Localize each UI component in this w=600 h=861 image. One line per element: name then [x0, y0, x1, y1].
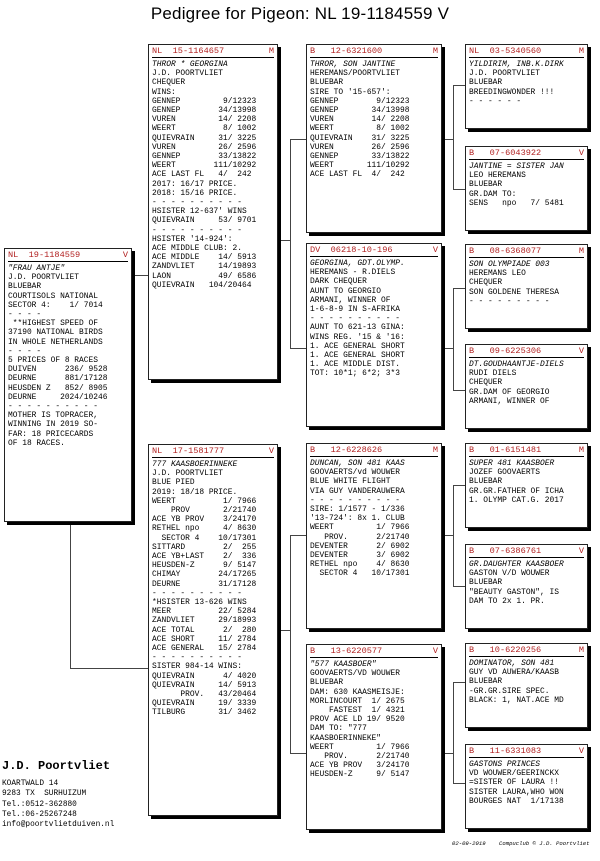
- sex-marker: M: [578, 46, 584, 56]
- pedigree-line: RETHEL npo 4/ 8630: [152, 524, 257, 534]
- ring-number: B 08-6368077: [469, 246, 542, 256]
- pedigree-line: *HSISTER 13-626 WINS: [152, 598, 247, 608]
- ring-header: [469, 546, 584, 558]
- sex-marker: V: [432, 245, 438, 255]
- ring-number: DV 06218-10-196: [310, 245, 393, 255]
- pedigree-line: GENNEP 9/12323: [152, 96, 257, 106]
- ring-number: B 12-6321600: [310, 46, 383, 56]
- pedigree-line: WEERT 111/10292: [152, 161, 257, 171]
- pedigree-line: GENNEP 33/13822: [310, 152, 410, 162]
- pedigree-line: VUREN 14/ 2208: [152, 115, 257, 125]
- pedigree-line: WEERT 111/10292: [310, 161, 410, 171]
- connector-line: [453, 682, 454, 783]
- pedigree-line: WEERT 1/ 7966: [310, 742, 410, 752]
- pedigree-line: SECTOR 4 10/17301: [310, 569, 410, 579]
- pedigree-line: -GR.GR.SIRE SPEC.: [469, 686, 550, 696]
- sire-dam-sire-card: [465, 244, 588, 329]
- pedigree-line: BLACK: 1, NAT.ACE MD: [469, 695, 564, 705]
- pedigree-line: - - - - - - - - - -: [152, 588, 242, 598]
- pedigree-line: '13-724': 8x 1. CLUB: [310, 514, 405, 524]
- pedigree-line: J.D. POORTVLIET: [152, 469, 224, 479]
- pedigree-line: J.D. POORTVLIET: [8, 273, 80, 283]
- pedigree-line: VUREN 14/ 2208: [310, 115, 410, 125]
- pedigree-line: BREEDINGWONDER !!!: [469, 87, 555, 97]
- ring-number: B 12-6228626: [310, 445, 383, 455]
- sire-dam-card: [306, 243, 442, 427]
- pedigree-line: BLUEBAR: [469, 78, 503, 88]
- ring-header: [310, 445, 438, 457]
- pedigree-line: 2018: 15/16 PRICE.: [152, 188, 238, 198]
- pedigree-line: HEREMANS - R.DIELS: [310, 268, 396, 278]
- pedigree-line: QUIEVRAIN 14/ 5913: [152, 680, 257, 690]
- pigeon-name: GEORGINA, GDT.OLYMP.: [310, 259, 405, 268]
- pedigree-line: WEERT 1/ 7966: [310, 523, 410, 533]
- pedigree-line: BLUEBAR: [310, 678, 344, 688]
- pedigree-line: MOTHER IS TOPRACER,: [8, 411, 98, 421]
- pedigree-line: PROV. 2/21740: [310, 752, 410, 762]
- sex-marker: M: [432, 445, 438, 455]
- pedigree-line: KAASBOERINNEKE": [310, 733, 382, 743]
- pigeon-name: JANTINE = SISTER JAN: [469, 162, 564, 171]
- pedigree-line: BOURGES NAT 1/17138: [469, 796, 564, 806]
- pedigree-line: FAR: 18 PRICECARDS: [8, 429, 94, 439]
- pedigree-line: GR.DAM OF GEORGIO: [469, 387, 550, 397]
- pedigree-line: AUNT TO 621-13 GINA:: [310, 323, 405, 333]
- pedigree-line: GUY VD AUWERA/KAASB: [469, 668, 559, 678]
- pedigree-line: BLUEBAR: [469, 477, 503, 487]
- pedigree-line: ACE GENERAL 15/ 2784: [152, 644, 257, 654]
- pedigree-line: 2017: 16/17 PRICE.: [152, 179, 238, 189]
- sex-marker: V: [578, 546, 584, 556]
- pedigree-line: QUIEVRAIN 31/ 3225: [152, 133, 257, 143]
- pedigree-line: RETHEL npo 4/ 8630: [310, 560, 410, 570]
- sex-marker: V: [432, 646, 438, 656]
- pedigree-line: SECTOR 4 10/17301: [152, 533, 257, 543]
- pigeon-name: GASTONS PRINCES: [469, 760, 541, 769]
- pigeon-name: GR.DAUGHTER KAASBOER: [469, 560, 564, 569]
- pedigree-line: TOT: 10*1; 6*2; 3*3: [310, 369, 400, 379]
- pigeon-name: DOMINATOR, SON 481: [469, 659, 555, 668]
- pedigree-line: PROV 2/21740: [152, 506, 257, 516]
- pedigree-line: MORLINCOURT 1/ 2675: [310, 696, 405, 706]
- pedigree-line: VUREN 26/ 2596: [310, 142, 410, 152]
- pedigree-line: - - - - - - - - - -: [152, 225, 242, 235]
- pedigree-line: CHIMAY 24/17265: [152, 570, 257, 580]
- owner-mobile: Tel.:06-25267248: [2, 810, 77, 819]
- dam-dam-dam-card: [465, 744, 588, 829]
- pedigree-line: PROV ACE LD 19/ 9520: [310, 715, 405, 725]
- pedigree-line: HEUSDEN Z 852/ 8905: [8, 383, 108, 393]
- dam-sire-card: [306, 443, 442, 629]
- ring-header: [310, 245, 438, 257]
- ring-number: NL 19-1184559: [8, 250, 81, 260]
- pedigree-line: ACE MIDDLE CLUB: 2.: [152, 244, 242, 254]
- pedigree-line: HEREMANS LEO: [469, 269, 526, 279]
- pigeon-name: SUPER 481 KAASBOER: [469, 459, 555, 468]
- sex-marker: V: [578, 148, 584, 158]
- sex-marker: M: [578, 246, 584, 256]
- ring-number: B 11-6331083: [469, 746, 542, 756]
- ring-header: [469, 148, 584, 160]
- pedigree-line: GASTON V/D WOUWER: [469, 569, 550, 579]
- pedigree-line: 37190 NATIONAL BIRDS: [8, 328, 103, 338]
- page-title: Pedigree for Pigeon: NL 19-1184559 V: [150, 4, 450, 23]
- pedigree-line: TILBURG 31/ 3462: [152, 708, 257, 718]
- sire-sire-dam-card: [465, 146, 588, 231]
- dam-sire-sire-card: [465, 443, 588, 528]
- pedigree-line: GOOVAERTS/VD WOUWER: [310, 669, 400, 679]
- pedigree-line: SIRE TO '15-657':: [310, 87, 391, 97]
- connector-line: [290, 535, 307, 536]
- pedigree-line: 2019: 18/18 PRICE.: [152, 487, 238, 497]
- ring-number: NL 03-5340560: [469, 46, 542, 56]
- dam-card: [148, 444, 278, 816]
- ring-number: B 10-6220256: [469, 645, 542, 655]
- pedigree-line: FASTEST 1/ 4321: [310, 706, 405, 716]
- sire-card: [148, 44, 278, 380]
- sire-dam-dam-card: [465, 344, 588, 429]
- connector-line: [290, 348, 307, 349]
- connector-line: [290, 753, 307, 754]
- sex-marker: V: [578, 346, 584, 356]
- sire-sire-sire-card: [465, 44, 588, 129]
- connector-line: [70, 668, 150, 669]
- pedigree-line: - - - - - -: [469, 96, 522, 106]
- pedigree-line: LEO HEREMANS: [469, 171, 526, 181]
- pedigree-line: WEERT 1/ 7966: [152, 496, 257, 506]
- pedigree-line: ACE YB+LAST 2/ 336: [152, 552, 257, 562]
- connector-line: [442, 348, 453, 349]
- pedigree-line: - - - - - - - - -: [469, 296, 550, 306]
- pedigree-line: =SISTER OF LAURA !!: [469, 778, 559, 788]
- ring-header: [469, 645, 584, 657]
- ring-header: [152, 446, 274, 458]
- pedigree-line: HEUSDEN-Z 9/ 5147: [152, 561, 257, 571]
- pedigree-line: CHEQUER: [152, 78, 186, 88]
- pedigree-line: WINS:: [152, 87, 176, 97]
- ring-number: B 09-6225306: [469, 346, 542, 356]
- ring-header: [469, 46, 584, 58]
- pedigree-line: 1. OLYMP CAT.G. 2017: [469, 495, 564, 505]
- pedigree-line: JOZEF GOOVAERTS: [469, 468, 541, 478]
- pedigree-line: DAM TO: "777: [310, 724, 367, 734]
- pedigree-line: - - - - - - - - - -: [310, 314, 400, 324]
- pedigree-line: BLUEBAR: [469, 677, 503, 687]
- connector-line: [290, 139, 291, 348]
- ring-number: B 07-6386761: [469, 546, 542, 556]
- ring-header: [469, 346, 584, 358]
- pedigree-line: DEVENTER 3/ 6902: [310, 551, 410, 561]
- pedigree-line: HEREMANS/POORTVLIET: [310, 69, 400, 79]
- pedigree-line: GENNEP 34/13998: [152, 106, 257, 116]
- pigeon-name: "577 KAASBOER": [310, 660, 377, 669]
- pedigree-line: J.D. POORTVLIET: [469, 69, 541, 79]
- connector-line: [453, 485, 454, 586]
- ring-header: [469, 246, 584, 258]
- pedigree-line: QUIEVRAIN 104/20464: [152, 280, 252, 290]
- pedigree-line: QUIEVRAIN 53/ 9701: [152, 216, 257, 226]
- ring-number: B 01-6151481: [469, 445, 542, 455]
- ring-header: [469, 746, 584, 758]
- ring-number: B 07-6043922: [469, 148, 542, 158]
- connector-line: [453, 85, 454, 189]
- pedigree-line: - - - - - - - - - -: [152, 653, 242, 663]
- pedigree-line: GR.DAM TO:: [469, 189, 517, 199]
- dam-dam-card: [306, 644, 442, 830]
- pedigree-line: 1. ACE GENERAL SHORT: [310, 341, 405, 351]
- pedigree-line: HSISTER 12-637' WINS: [152, 207, 247, 217]
- pedigree-line: QUIEVRAIN 19/ 3339: [152, 699, 257, 709]
- pedigree-line: SIRE: 1/1577 - 1/336: [310, 505, 405, 515]
- connector-line: [453, 288, 454, 390]
- pedigree-line: SON GOLDENE THERESA: [469, 287, 559, 297]
- pedigree-line: WEERT 8/ 1002: [310, 124, 410, 134]
- pedigree-line: DEVENTER 2/ 6902: [310, 541, 410, 551]
- pedigree-line: LAON 49/ 6586: [152, 271, 257, 281]
- dam-sire-dam-card: [465, 544, 588, 629]
- pedigree-line: HSISTER '14-924':: [152, 234, 233, 244]
- pedigree-line: COURTISOLS NATIONAL: [8, 291, 98, 301]
- pedigree-line: BLUEBAR: [310, 78, 344, 88]
- sex-marker: V: [122, 250, 128, 260]
- footer-credit: 02-09-2019 Compuclub © J.D. Poortvliet: [452, 840, 590, 847]
- pedigree-line: ACE YB PROV 3/24170: [152, 515, 257, 525]
- pedigree-line: CHEQUER: [469, 278, 503, 288]
- pedigree-line: GENNEP 33/13822: [152, 152, 257, 162]
- pedigree-line: VUREN 26/ 2596: [152, 142, 257, 152]
- pedigree-line: J.D. POORTVLIET: [152, 69, 224, 79]
- ring-number: B 13-6220577: [310, 646, 383, 656]
- sire-sire-card: [306, 44, 442, 233]
- pedigree-line: - - - - - - - - - -: [310, 495, 400, 505]
- pedigree-line: 1. ACE MIDDLE DIST.: [310, 360, 400, 370]
- pedigree-line: 1. ACE GENERAL SHORT: [310, 351, 405, 361]
- pedigree-line: GR.GR.FATHER OF ICHA: [469, 486, 564, 496]
- pedigree-line: RUDI DIELS: [469, 369, 517, 379]
- owner-address: KOARTWALD 14: [2, 780, 59, 788]
- pedigree-line: ZANDVLIET 14/19893: [152, 262, 257, 272]
- pedigree-line: ZANDVLIET 29/18993: [152, 616, 257, 626]
- pedigree-line: DAM TO 2x 1. PR.: [469, 596, 545, 606]
- sex-marker: V: [578, 746, 584, 756]
- pedigree-line: OF 18 RACES.: [8, 438, 65, 448]
- ring-header: [8, 250, 128, 262]
- pedigree-line: DEURNE 2024/10246: [8, 392, 108, 402]
- ring-header: [310, 46, 438, 58]
- pedigree-line: 1-6-8-9 IN S-AFRIKA: [310, 305, 400, 315]
- pedigree-line: - - - -: [8, 310, 42, 320]
- pigeon-name: 777 KAASBOERINNEKE: [152, 460, 238, 469]
- pedigree-line: SISTER LAURA,WHO WON: [469, 787, 564, 797]
- pedigree-line: GENNEP 34/13998: [310, 106, 410, 116]
- subject-card: [4, 248, 132, 522]
- pedigree-line: WEERT 8/ 1002: [152, 124, 257, 134]
- pedigree-line: SENS npo 7/ 5481: [469, 198, 564, 208]
- owner-block: [2, 759, 114, 830]
- sex-marker: M: [432, 46, 438, 56]
- ring-header: [152, 46, 274, 58]
- owner-postcode: 9283 TX SURHUIZUM: [2, 790, 87, 799]
- connector-line: [278, 240, 290, 241]
- pedigree-line: CHEQUER: [469, 378, 503, 388]
- dam-dam-sire-card: [465, 643, 588, 728]
- pedigree-line: PROV. 43/20464: [152, 690, 257, 700]
- ring-header: [310, 646, 438, 658]
- pedigree-line: GOOVAERTS/vd WOUWER: [310, 468, 400, 478]
- sex-marker: M: [268, 46, 274, 56]
- connector-line: [290, 535, 291, 753]
- pedigree-line: BLUEBAR: [469, 180, 503, 190]
- pedigree-line: ACE MIDDLE 14/ 5913: [152, 253, 257, 263]
- connector-line: [278, 630, 290, 631]
- pigeon-name: DUNCAN, SON 481 KAAS: [310, 459, 405, 468]
- pedigree-line: **HIGHEST SPEED OF: [8, 319, 98, 329]
- ring-number: NL 15-1164657: [152, 46, 225, 56]
- owner-name: J.D. Poortvliet: [2, 759, 111, 773]
- pedigree-line: SISTER 984-14 WINS:: [152, 662, 242, 672]
- pedigree-line: - - - -: [8, 346, 42, 356]
- pedigree-line: DEURNE 31/17128: [152, 579, 257, 589]
- pigeon-name: THROR, SON JANTINE: [310, 60, 396, 69]
- pedigree-line: ACE TOTAL 2/ 280: [152, 625, 257, 635]
- pedigree-line: VD WOUWER/GEERINCKX: [469, 769, 559, 779]
- pedigree-line: QUIEVRAIN 4/ 4020: [152, 671, 257, 681]
- pedigree-line: PROV. 2/21740: [310, 532, 410, 542]
- pedigree-line: - - - - - - - - - -: [8, 402, 98, 412]
- pedigree-line: SECTOR 4: 1/ 7014: [8, 300, 103, 310]
- pedigree-line: BLUE PIED: [152, 478, 195, 488]
- connector-line: [442, 753, 453, 754]
- connector-line: [290, 139, 307, 140]
- pedigree-line: ACE YB PROV 3/24170: [310, 761, 410, 771]
- ring-number: NL 17-1581777: [152, 446, 225, 456]
- pigeon-name: DT.GOUDHAANTJE-DIELS: [469, 360, 564, 369]
- pedigree-line: BLUE WHITE FLIGHT: [310, 477, 391, 487]
- pedigree-line: WINS REG. '15 & '16:: [310, 332, 405, 342]
- pedigree-line: DEURNE 881/17128: [8, 374, 108, 384]
- pigeon-name: YILDIRIM, INB.K.DIRK: [469, 60, 564, 69]
- pedigree-line: - - - - - - - - - -: [152, 198, 242, 208]
- pedigree-line: HEUSDEN-Z 9/ 5147: [310, 770, 410, 780]
- pedigree-line: ARMANI, WINNER OF: [310, 295, 391, 305]
- pedigree-line: WINNING IN 2019 SO-: [8, 420, 98, 430]
- pedigree-line: BLUEBAR: [469, 578, 503, 588]
- pigeon-name: THROR * GEORGINA: [152, 60, 228, 69]
- pedigree-line: IN WHOLE NETHERLANDS: [8, 337, 103, 347]
- pedigree-line: QUIEVRAIN 31/ 3225: [310, 133, 410, 143]
- pedigree-line: AUNT TO GEORGIO: [310, 286, 382, 296]
- connector-line: [442, 535, 453, 536]
- pedigree-line: DUIVEN 236/ 9528: [8, 365, 108, 375]
- pedigree-line: DARK CHEQUER: [310, 277, 367, 287]
- owner-phone: Tel.:0512-362880: [2, 800, 77, 809]
- pedigree-line: ACE SHORT 11/ 2784: [152, 634, 257, 644]
- pedigree-line: MEER 22/ 5284: [152, 607, 257, 617]
- sex-marker: M: [578, 445, 584, 455]
- pedigree-line: BLUEBAR: [8, 282, 42, 292]
- pedigree-line: 5 PRICES OF 8 RACES: [8, 356, 98, 366]
- connector-line: [442, 139, 453, 140]
- pedigree-line: ACE LAST FL 4/ 242: [152, 170, 252, 180]
- pedigree-line: SITTARD 2/ 255: [152, 542, 257, 552]
- pigeon-name: "FRAU ANTJE": [8, 264, 65, 273]
- pedigree-line: ARMANI, WINNER OF: [469, 396, 550, 406]
- pedigree-line: "BEAUTY GASTON", IS: [469, 587, 559, 597]
- ring-header: [469, 445, 584, 457]
- owner-email[interactable]: info@poortvlietduiven.nl: [2, 821, 115, 830]
- pedigree-line: ACE LAST FL 4/ 242: [310, 170, 405, 180]
- pedigree-line: GENNEP 9/12323: [310, 96, 410, 106]
- pedigree-line: DAM: 630 KAASMEISJE:: [310, 687, 405, 697]
- sex-marker: M: [578, 645, 584, 655]
- pedigree-line: VIA GUY VANDERAUWERA: [310, 486, 405, 496]
- pigeon-name: SON OLYMPIADE 003: [469, 260, 550, 269]
- sex-marker: V: [268, 446, 274, 456]
